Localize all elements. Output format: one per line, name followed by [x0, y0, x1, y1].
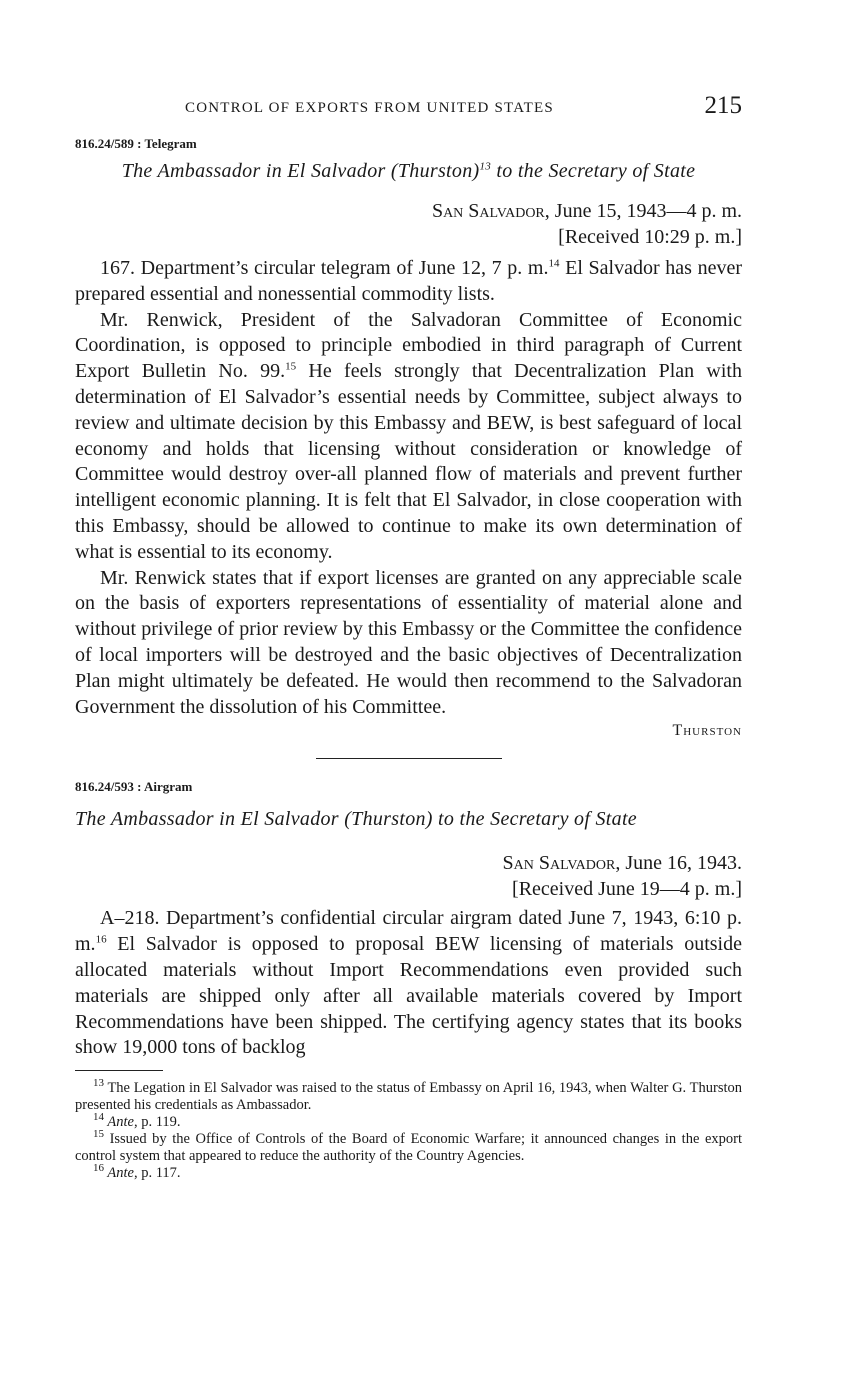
- footnote-text: , p. 117.: [133, 1165, 181, 1182]
- received-note: [Received June 19—4 p. m.]: [512, 878, 742, 901]
- footnote-ref: 16: [95, 933, 107, 946]
- footnote-ref: 15: [285, 360, 297, 373]
- paragraph-text: El Salvador is opposed to proposal BEW licensing of materials outside allocated materials without Import Recommendations even provided such materials are shipped only after all available materials covered by Import Recommendations have been shipped. The certifying agency states that its books show 19,000 tons of backlog: [75, 933, 742, 1059]
- date-place: [75, 198, 742, 224]
- paragraph-text: He feels strongly that Decentralization Plan with determination of El Salvador’s essential needs by Committee, subject always to review and ultimate decision by this Embassy and BEW, is best safeguard of local economy and holds that licensing without consideration or knowledge of Committee would destroy over-all planned flow of materials and prevent further intelligent economic planning. It is felt that El Salvador, in close cooperation with this Embassy, should be allowed to continue to make its own determination of what is essential to its economy.: [75, 360, 742, 563]
- footnote-number: 13: [93, 1077, 104, 1090]
- body-paragraph: [75, 256, 742, 308]
- dateline: [75, 198, 742, 250]
- footnote-text: The Legation in El Salvador was raised to the status of Embassy on April 16, 1943, when Walter G. Thurston presented his credentials as Ambassador.: [75, 1080, 742, 1114]
- footnote-16: [75, 1162, 742, 1182]
- footnote-number: 16: [93, 1162, 104, 1175]
- document-title: [75, 159, 742, 184]
- title-text: The Ambassador in El Salvador (Thurston): [121, 160, 480, 182]
- running-title: CONTROL OF EXPORTS FROM UNITED STATES: [185, 100, 554, 116]
- paragraph-text: A–218. Department’s confidential circular airgram dated June 7, 1943, 6:10 p. m.: [75, 907, 742, 956]
- file-reference: 816.24/589 : Telegram: [75, 136, 197, 151]
- footnote-ante: Ante: [104, 1165, 134, 1182]
- footnote-15: [75, 1128, 742, 1165]
- footnote-ante: Ante: [104, 1114, 134, 1131]
- body-paragraph: [75, 308, 742, 566]
- page-number: 215: [704, 92, 742, 119]
- footnote-number: 14: [93, 1111, 104, 1124]
- date-text: , June 16, 1943.: [615, 852, 742, 875]
- body-paragraph: [75, 906, 742, 1061]
- place-name: San Salvador: [431, 200, 545, 222]
- footnote-ref: 14: [548, 257, 560, 270]
- paragraph-text: Mr. Renwick, President of the Salvadoran Committee of Economic Coordination, is opposed to principle embodied in third paragraph of Current Export Bulletin No. 99.: [75, 308, 742, 383]
- footnote-text: Issued by the Office of Controls of the Board of Economic Warfare; it announced changes in the export control system that appeared to reduce the authority of the Country Agencies.: [75, 1131, 742, 1165]
- footnote-13: [75, 1077, 742, 1114]
- running-head: [75, 92, 742, 126]
- footnote-14: [75, 1111, 742, 1131]
- document-page: [75, 92, 742, 1182]
- footnotes: [75, 1077, 742, 1182]
- date-text: , June 15, 1943—4 p. m.: [544, 200, 742, 222]
- date-place: [75, 850, 742, 876]
- footnote-ref: 13: [479, 160, 492, 173]
- paragraph-text: 167. Department’s circular telegram of June 12, 7 p. m.: [100, 257, 549, 279]
- body-paragraph: Mr. Renwick states that if export licenses are granted on any appreciable scale on the basis of exporters representations of essentiality of material alone and without privilege of prior review by this Embassy or the Committee the confidence of local importers will be destroyed and the basic objectives of Decentralization Plan might ultimately be defeated. He would then recommend to the Salvadoran Government the dissolution of his Committee.: [75, 566, 742, 718]
- section-separator: [316, 758, 502, 759]
- place-name: San Salvador: [502, 852, 616, 875]
- signature: Thurston: [672, 722, 742, 740]
- footnote-rule: [75, 1070, 163, 1071]
- document-title: The Ambassador in El Salvador (Thurston) to the Secretary of State: [75, 808, 637, 831]
- title-text: to the Secretary of State: [491, 160, 696, 182]
- file-reference: 816.24/593 : Airgram: [75, 779, 193, 795]
- received-note: [Received 10:29 p. m.]: [558, 226, 742, 248]
- paragraph-text: El Salvador has never prepared essential and nonessential commodity lists.: [75, 257, 742, 305]
- dateline: [75, 850, 742, 902]
- footnote-text: , p. 119.: [133, 1114, 181, 1131]
- footnote-number: 15: [93, 1128, 104, 1141]
